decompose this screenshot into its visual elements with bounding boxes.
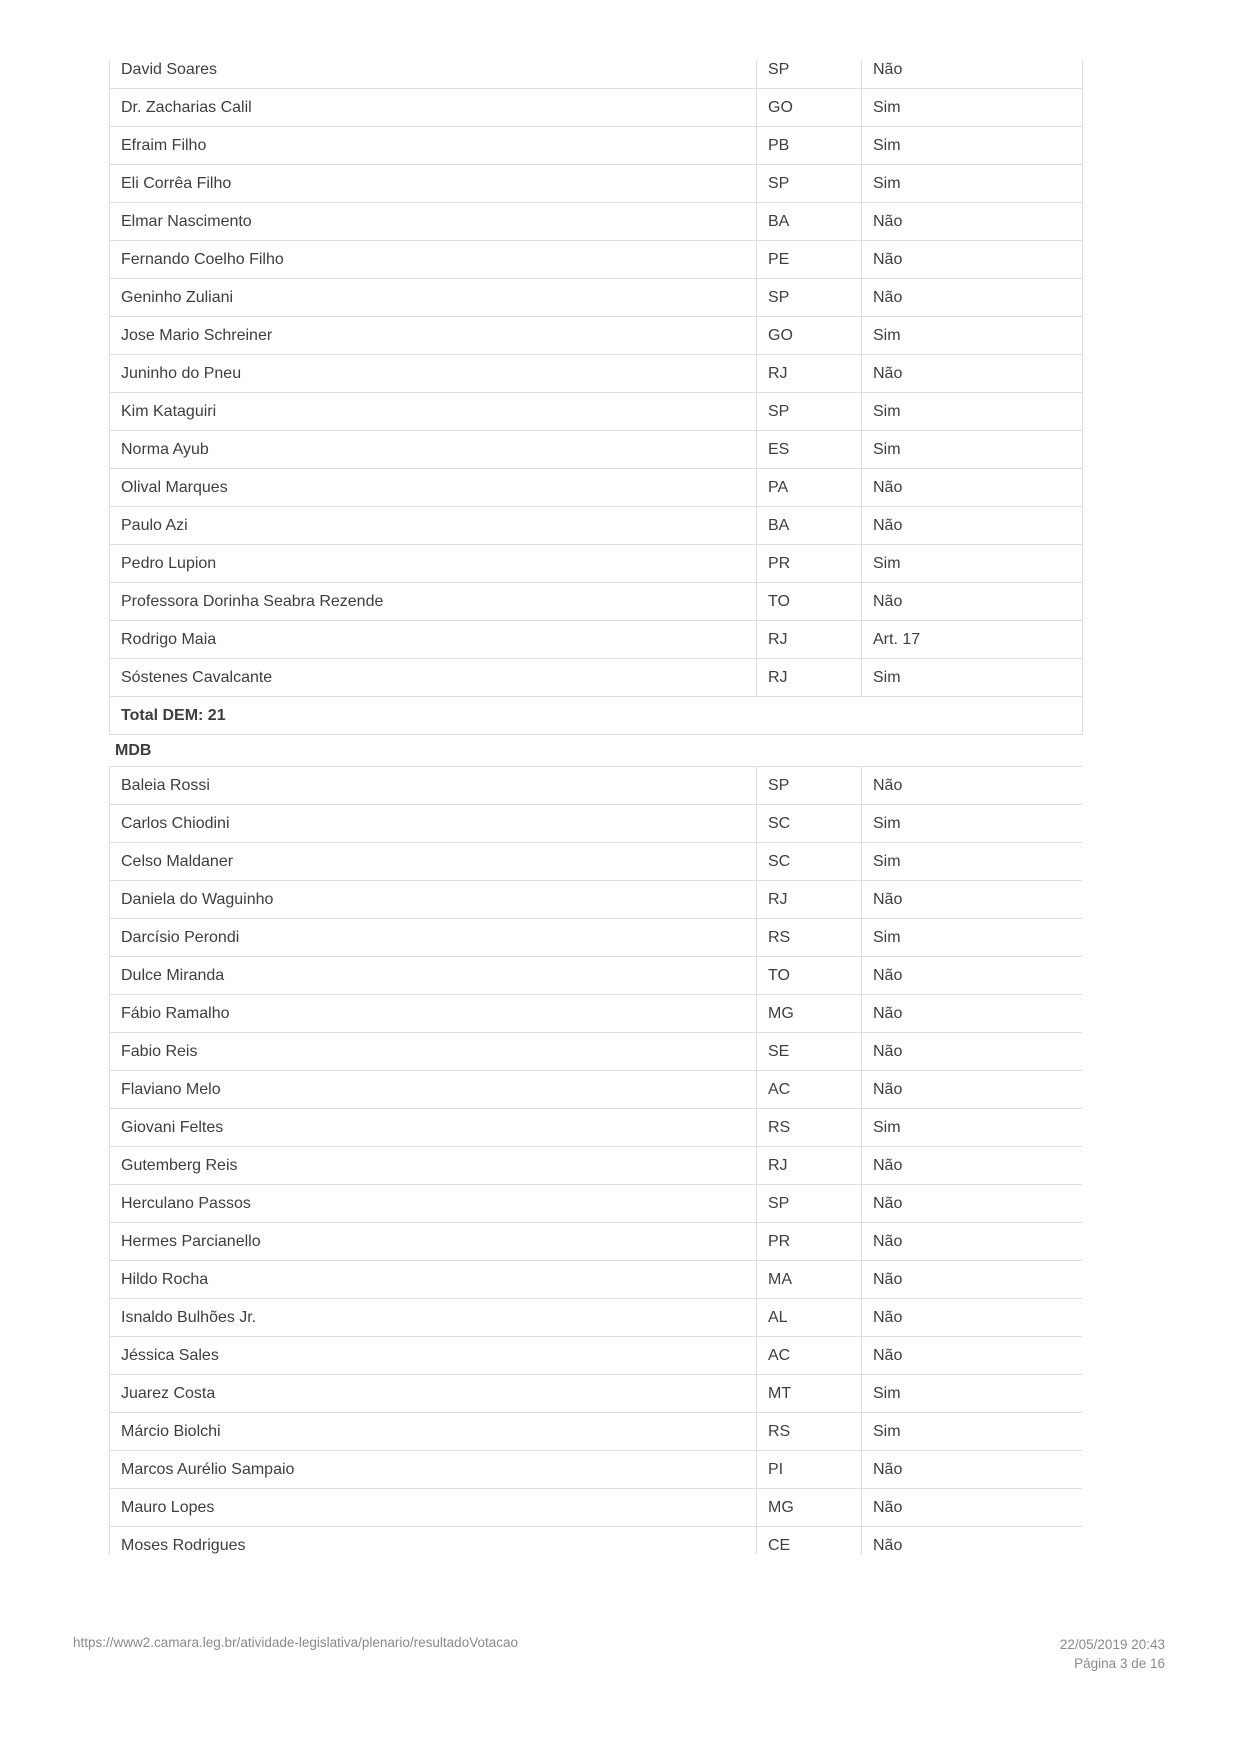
table-row (110, 165, 1083, 203)
deputy-name-cell: Fábio Ramalho (110, 995, 757, 1033)
table-row (110, 317, 1083, 355)
table-row (110, 1109, 1083, 1147)
vote-cell: Não (862, 995, 1083, 1033)
deputy-name-cell: David Soares (110, 60, 757, 89)
state-cell: PB (757, 127, 862, 165)
vote-cell: Sim (862, 659, 1083, 697)
state-cell: RS (757, 1109, 862, 1147)
table-row (110, 355, 1083, 393)
deputy-name-cell: Professora Dorinha Seabra Rezende (110, 583, 757, 621)
vote-cell: Não (862, 1527, 1083, 1555)
table-row (110, 767, 1083, 805)
deputy-name-cell: Flaviano Melo (110, 1071, 757, 1109)
state-cell: RS (757, 1413, 862, 1451)
table-row (110, 431, 1083, 469)
table-row (110, 1451, 1083, 1489)
party-total-label: Total DEM: 21 (110, 697, 1083, 735)
deputy-name-cell: Pedro Lupion (110, 545, 757, 583)
deputy-name-cell: Sóstenes Cavalcante (110, 659, 757, 697)
vote-cell: Não (862, 957, 1083, 995)
table-row-clipped-top (110, 60, 1083, 89)
vote-cell: Não (862, 1489, 1083, 1527)
deputy-name-cell: Herculano Passos (110, 1185, 757, 1223)
state-cell: AC (757, 1337, 862, 1375)
state-cell: PE (757, 241, 862, 279)
vote-cell: Não (862, 469, 1083, 507)
state-cell: TO (757, 957, 862, 995)
deputy-name-cell: Celso Maldaner (110, 843, 757, 881)
state-cell: SC (757, 805, 862, 843)
deputy-name-cell: Dulce Miranda (110, 957, 757, 995)
table-row (110, 1071, 1083, 1109)
table-row (110, 1185, 1083, 1223)
state-cell: PR (757, 545, 862, 583)
vote-cell: Sim (862, 843, 1083, 881)
deputy-name-cell: Juninho do Pneu (110, 355, 757, 393)
deputy-name-cell: Gutemberg Reis (110, 1147, 757, 1185)
vote-cell: Não (862, 1299, 1083, 1337)
state-cell: PI (757, 1451, 862, 1489)
vote-cell: Não (862, 241, 1083, 279)
table-row (110, 127, 1083, 165)
state-cell: RJ (757, 659, 862, 697)
vote-cell: Não (862, 1337, 1083, 1375)
vote-cell: Sim (862, 317, 1083, 355)
deputy-name-cell: Hermes Parcianello (110, 1223, 757, 1261)
voting-results-content (109, 60, 1082, 1554)
state-cell: SE (757, 1033, 862, 1071)
vote-cell: Não (862, 1185, 1083, 1223)
vote-cell: Não (862, 279, 1083, 317)
deputy-name-cell: Eli Corrêa Filho (110, 165, 757, 203)
table-row (110, 659, 1083, 697)
dem-votes-table (109, 60, 1083, 735)
table-row (110, 241, 1083, 279)
deputy-name-cell: Darcísio Perondi (110, 919, 757, 957)
state-cell: PR (757, 1223, 862, 1261)
table-row (110, 507, 1083, 545)
table-row (110, 1413, 1083, 1451)
deputy-name-cell: Isnaldo Bulhões Jr. (110, 1299, 757, 1337)
vote-cell: Não (862, 507, 1083, 545)
state-cell: RJ (757, 355, 862, 393)
vote-cell: Não (862, 1261, 1083, 1299)
table-row (110, 1223, 1083, 1261)
vote-cell: Sim (862, 919, 1083, 957)
table-row (110, 1375, 1083, 1413)
deputy-name-cell: Mauro Lopes (110, 1489, 757, 1527)
table-row (110, 1261, 1083, 1299)
state-cell: SP (757, 279, 862, 317)
table-row (110, 843, 1083, 881)
state-cell: SC (757, 843, 862, 881)
deputy-name-cell: Kim Kataguiri (110, 393, 757, 431)
vote-cell: Sim (862, 127, 1083, 165)
deputy-name-cell: Elmar Nascimento (110, 203, 757, 241)
state-cell: RS (757, 919, 862, 957)
vote-cell: Não (862, 203, 1083, 241)
deputy-name-cell: Norma Ayub (110, 431, 757, 469)
state-cell: GO (757, 89, 862, 127)
state-cell: AC (757, 1071, 862, 1109)
footer-source-url: https://www2.camara.leg.br/atividade-legislativa/plenario/resultadoVotacao (73, 1635, 518, 1650)
state-cell: MT (757, 1375, 862, 1413)
state-cell: ES (757, 431, 862, 469)
mdb-rows (110, 767, 1083, 1555)
table-row (110, 203, 1083, 241)
state-cell: SP (757, 165, 862, 203)
dem-partial-row-group (110, 60, 1083, 89)
table-row (110, 1489, 1083, 1527)
vote-cell: Não (862, 767, 1083, 805)
deputy-name-cell: Márcio Biolchi (110, 1413, 757, 1451)
deputy-name-cell: Geninho Zuliani (110, 279, 757, 317)
deputy-name-cell: Jéssica Sales (110, 1337, 757, 1375)
vote-cell: Sim (862, 545, 1083, 583)
table-row (110, 393, 1083, 431)
vote-cell: Não (862, 1071, 1083, 1109)
vote-cell: Não (862, 881, 1083, 919)
vote-cell: Não (862, 1223, 1083, 1261)
state-cell: RJ (757, 1147, 862, 1185)
dem-total-row-group (110, 697, 1083, 735)
deputy-name-cell: Marcos Aurélio Sampaio (110, 1451, 757, 1489)
dem-rows (110, 89, 1083, 697)
vote-cell: Sim (862, 1375, 1083, 1413)
state-cell: SP (757, 393, 862, 431)
table-row (110, 1337, 1083, 1375)
vote-cell: Sim (862, 805, 1083, 843)
state-cell: RJ (757, 621, 862, 659)
vote-cell: Art. 17 (862, 621, 1083, 659)
state-cell: AL (757, 1299, 862, 1337)
deputy-name-cell: Daniela do Waguinho (110, 881, 757, 919)
table-row (110, 89, 1083, 127)
vote-cell: Não (862, 355, 1083, 393)
vote-cell: Sim (862, 1413, 1083, 1451)
mdb-table-clip (109, 766, 1082, 1554)
state-cell: CE (757, 1527, 862, 1555)
state-cell: BA (757, 203, 862, 241)
deputy-name-cell: Fernando Coelho Filho (110, 241, 757, 279)
footer-meta (1060, 1635, 1165, 1673)
vote-cell: Não (862, 1147, 1083, 1185)
deputy-name-cell: Carlos Chiodini (110, 805, 757, 843)
state-cell: SP (757, 60, 862, 89)
party-section-label: MDB (115, 742, 152, 759)
deputy-name-cell: Juarez Costa (110, 1375, 757, 1413)
vote-cell: Não (862, 1451, 1083, 1489)
table-row (110, 957, 1083, 995)
table-row (110, 1147, 1083, 1185)
footer-timestamp: 22/05/2019 20:43 (1059, 1637, 1165, 1652)
state-cell: TO (757, 583, 862, 621)
table-row (110, 545, 1083, 583)
table-row (110, 995, 1083, 1033)
deputy-name-cell: Fabio Reis (110, 1033, 757, 1071)
table-row (110, 621, 1083, 659)
table-row (110, 583, 1083, 621)
deputy-name-cell: Efraim Filho (110, 127, 757, 165)
table-row (110, 1527, 1083, 1555)
state-cell: GO (757, 317, 862, 355)
party-total-row (110, 697, 1083, 735)
vote-cell: Sim (862, 393, 1083, 431)
state-cell: SP (757, 767, 862, 805)
table-row (110, 919, 1083, 957)
state-cell: MG (757, 1489, 862, 1527)
state-cell: BA (757, 507, 862, 545)
table-row (110, 1033, 1083, 1071)
deputy-name-cell: Dr. Zacharias Calil (110, 89, 757, 127)
vote-cell: Sim (862, 1109, 1083, 1147)
deputy-name-cell: Paulo Azi (110, 507, 757, 545)
deputy-name-cell: Moses Rodrigues (110, 1527, 757, 1555)
vote-cell: Não (862, 1033, 1083, 1071)
vote-cell: Não (862, 60, 1083, 89)
vote-cell: Sim (862, 89, 1083, 127)
vote-cell: Sim (862, 431, 1083, 469)
table-row (110, 1299, 1083, 1337)
mdb-votes-table (109, 766, 1082, 1554)
deputy-name-cell: Rodrigo Maia (110, 621, 757, 659)
footer-page-number: Página 3 de 16 (1074, 1656, 1165, 1671)
table-row (110, 469, 1083, 507)
state-cell: PA (757, 469, 862, 507)
table-row (110, 881, 1083, 919)
deputy-name-cell: Jose Mario Schreiner (110, 317, 757, 355)
vote-cell: Não (862, 583, 1083, 621)
deputy-name-cell: Giovani Feltes (110, 1109, 757, 1147)
deputy-name-cell: Hildo Rocha (110, 1261, 757, 1299)
table-row (110, 805, 1083, 843)
state-cell: SP (757, 1185, 862, 1223)
vote-cell: Sim (862, 165, 1083, 203)
table-row (110, 279, 1083, 317)
state-cell: RJ (757, 881, 862, 919)
state-cell: MG (757, 995, 862, 1033)
state-cell: MA (757, 1261, 862, 1299)
deputy-name-cell: Baleia Rossi (110, 767, 757, 805)
deputy-name-cell: Olival Marques (110, 469, 757, 507)
